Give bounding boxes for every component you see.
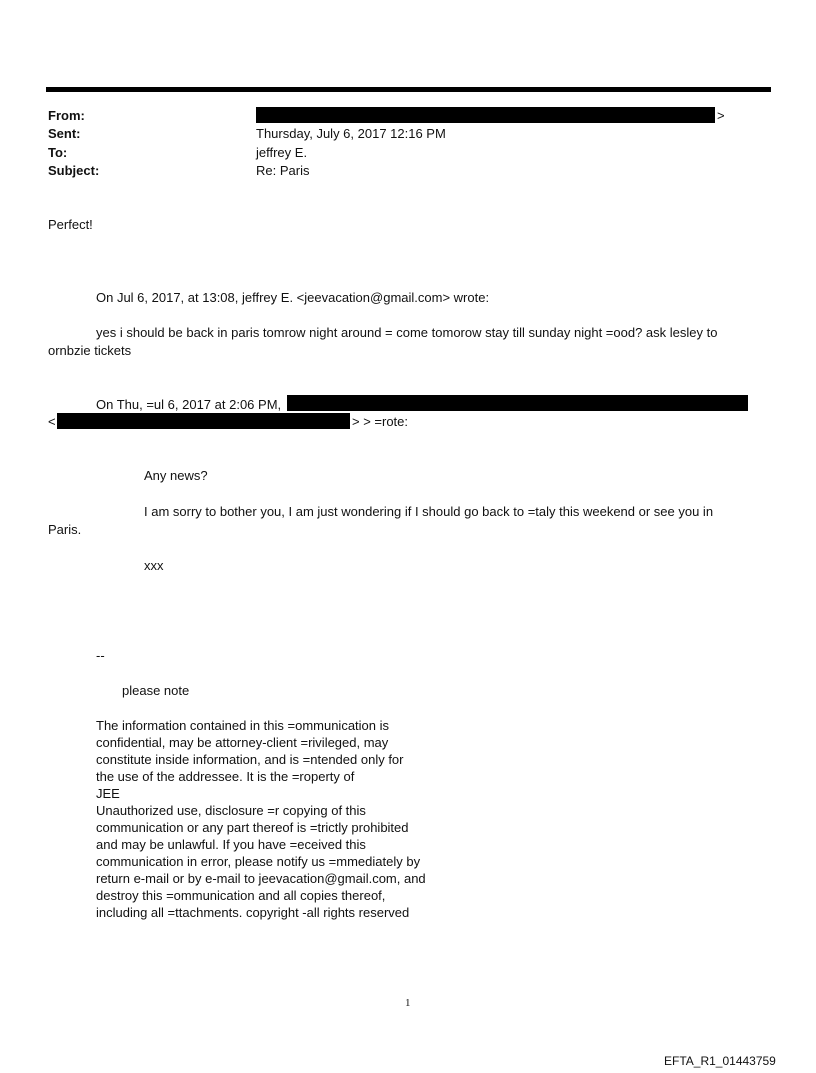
disclaimer-line: and may be unlawful. If you have =eceived this [96,837,366,852]
to-label: To: [48,145,68,160]
msg-sign: xxx [144,558,164,573]
disclaimer-line: JEE [96,786,120,801]
header-rule [46,87,771,92]
reply-text: Perfect! [48,217,93,232]
disclaimer-line: the use of the addressee. It is the =roperty of [96,769,355,784]
signature-note: please note [122,683,190,698]
disclaimer-line: including all =ttachments. copyright -all rights reserved [96,905,410,920]
to-value: jeffrey E. [256,145,308,160]
redacted-sender [256,107,715,123]
quote1-line2: ornbzie tickets [48,343,132,358]
subject-label: Subject: [48,163,100,178]
disclaimer-line: constitute inside information, and is =ntended only for [96,752,404,767]
redacted-correspondent [287,395,748,411]
disclaimer [96,717,426,921]
from-suffix: > [717,108,725,123]
msg-line1: I am sorry to bother you, I am just wondering if I should go back to =taly this weekend or see you in [144,504,714,519]
document-id: EFTA_R1_01443759 [664,1054,776,1068]
msg-news: Any news? [144,468,208,483]
from-label: From: [48,108,85,123]
subject-value: Re: Paris [256,163,310,178]
disclaimer-line: The information contained in this =ommunication is [96,718,390,733]
quote2-header: On Thu, =ul 6, 2017 at 2:06 PM, [96,397,282,412]
signature-dash: -- [96,648,105,663]
disclaimer-line: return e-mail or by e-mail to jeevacation@gmail.com, and [96,871,426,886]
disclaimer-line: destroy this =ommunication and all copies thereof, [96,888,386,903]
sent-label: Sent: [48,126,81,141]
disclaimer-line: confidential, may be attorney-client =rivileged, may [96,735,389,750]
quote2-lt: < [48,414,56,429]
quote1-header: On Jul 6, 2017, at 13:08, jeffrey E. <jeevacation@gmail.com> wrote: [96,290,490,305]
page-number: 1 [405,997,411,1009]
disclaimer-line: communication or any part thereof is =trictly prohibited [96,820,409,835]
disclaimer-line: communication in error, please notify us =mmediately by [96,854,421,869]
redacted-email [57,413,350,429]
sent-value: Thursday, July 6, 2017 12:16 PM [256,126,446,141]
quote1-line1: yes i should be back in paris tomrow night around = come tomorow stay till sunday night =ood? ask lesley to [96,325,718,340]
msg-line2: Paris. [48,522,82,537]
disclaimer-line: Unauthorized use, disclosure =r copying of this [96,803,366,818]
quote2-tail: > > =rote: [352,414,409,429]
